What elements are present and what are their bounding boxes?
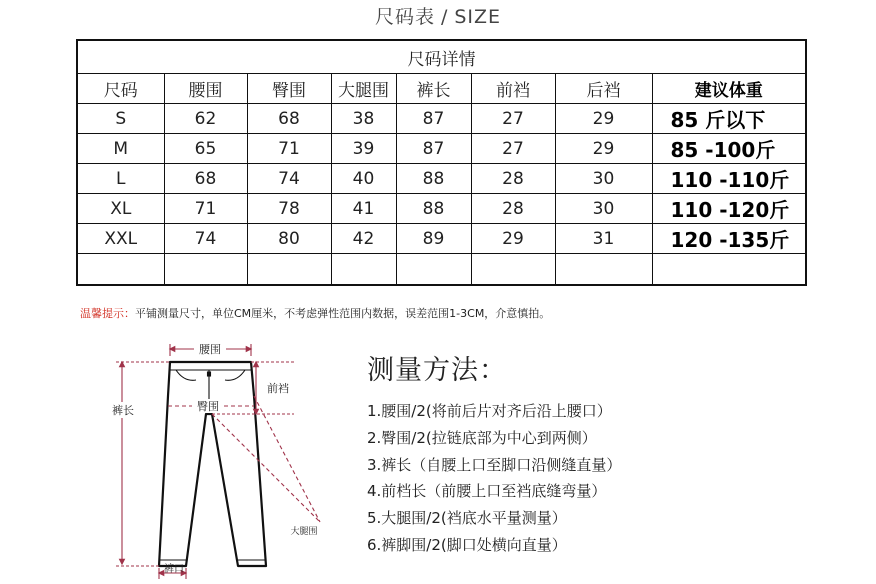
- column-header-length: 裤长: [396, 74, 471, 104]
- hip-cell: 80: [247, 224, 331, 254]
- weight-cell: 110 -110斤: [652, 164, 806, 194]
- length-cell: 87: [396, 134, 471, 164]
- back-rise-cell: 30: [555, 194, 652, 224]
- length-cell: 89: [396, 224, 471, 254]
- column-header-thigh: 大腿围: [331, 74, 396, 104]
- diagram-label-hem: 裤口: [164, 564, 184, 575]
- column-header-hip: 臀围: [247, 74, 331, 104]
- size-cell: S: [77, 104, 164, 134]
- size-cell: XL: [77, 194, 164, 224]
- diagram-label-length: 裤长: [112, 404, 134, 417]
- table-header-row: [77, 74, 806, 104]
- column-header-weight: 建议体重: [652, 74, 806, 104]
- column-header-back-rise: 后裆: [555, 74, 652, 104]
- pants-diagram-svg: [104, 336, 344, 580]
- tip-label: 温馨提示：: [80, 307, 135, 320]
- method-step: 5.大腿围/2(裆底水平量测量）: [367, 509, 567, 528]
- back-rise-cell: 29: [555, 134, 652, 164]
- pants-details: [160, 370, 265, 560]
- column-header-size: 尺码: [77, 74, 164, 104]
- weight-cell: 85 斤以下: [652, 104, 806, 134]
- back-rise-cell: 31: [555, 224, 652, 254]
- front-rise-cell: 27: [471, 134, 555, 164]
- column-header-waist: 腰围: [164, 74, 247, 104]
- thigh-cell: 41: [331, 194, 396, 224]
- waist-cell: 68: [164, 164, 247, 194]
- page-title-cn: 尺码表: [374, 6, 435, 28]
- thigh-cell: 40: [331, 164, 396, 194]
- size-cell: M: [77, 134, 164, 164]
- table-row-empty: [77, 254, 806, 286]
- method-steps: [367, 398, 621, 559]
- measure-lines: [116, 344, 320, 579]
- hip-cell: 71: [247, 134, 331, 164]
- diagram-label-front-rise: 前裆: [267, 382, 289, 395]
- method-step: 6.裤脚围/2(脚口处横向直量）: [367, 535, 567, 554]
- table-caption-row: [77, 40, 806, 74]
- front-rise-cell: 28: [471, 164, 555, 194]
- thigh-cell: 42: [331, 224, 396, 254]
- measurement-tip: [80, 305, 550, 321]
- hip-cell: 68: [247, 104, 331, 134]
- weight-cell: 110 -120斤: [652, 194, 806, 224]
- diagram-label-waist: 腰围: [199, 343, 221, 356]
- size-cell: XXL: [77, 224, 164, 254]
- diagram-label-thigh: 大腿围: [290, 527, 318, 537]
- size-cell: L: [77, 164, 164, 194]
- method-step: 4.前档长（前腰上口至裆底缝弯量）: [367, 482, 607, 501]
- table-row: [77, 224, 806, 254]
- back-rise-cell: 29: [555, 104, 652, 134]
- method-step: 2.臀围/2(拉链底部为中心到两侧）: [367, 428, 597, 447]
- weight-cell: 85 -100斤: [652, 134, 806, 164]
- pants-diagram: [104, 336, 344, 580]
- back-rise-cell: 30: [555, 164, 652, 194]
- diagram-label-hip: 臀围: [197, 400, 219, 413]
- pants-outline: [159, 362, 266, 566]
- method-step: 3.裤长（自腰上口至脚口沿侧缝直量）: [367, 455, 622, 474]
- column-header-front-rise: 前裆: [471, 74, 555, 104]
- waist-cell: 71: [164, 194, 247, 224]
- table-row: [77, 104, 806, 134]
- size-table: [76, 39, 807, 286]
- hip-cell: 74: [247, 164, 331, 194]
- weight-cell: 120 -135斤: [652, 224, 806, 254]
- waist-cell: 65: [164, 134, 247, 164]
- hip-cell: 78: [247, 194, 331, 224]
- waist-cell: 62: [164, 104, 247, 134]
- table-row: [77, 164, 806, 194]
- thigh-cell: 39: [331, 134, 396, 164]
- thigh-cell: 38: [331, 104, 396, 134]
- waist-cell: 74: [164, 224, 247, 254]
- table-row: [77, 194, 806, 224]
- tip-text: 平铺测量尺寸，单位CM厘米，不考虑弹性范围内数据，误差范围1-3CM，介意慎拍。: [135, 307, 551, 320]
- front-rise-cell: 28: [471, 194, 555, 224]
- page-title-separator: /: [440, 6, 449, 28]
- front-rise-cell: 29: [471, 224, 555, 254]
- method-title: 测量方法：: [367, 355, 507, 386]
- table-row: [77, 134, 806, 164]
- page-title: [0, 2, 876, 29]
- method-step: 1.腰围/2(将前后片对齐后沿上腰口）: [367, 402, 612, 420]
- front-rise-cell: 27: [471, 104, 555, 134]
- length-cell: 88: [396, 164, 471, 194]
- table-caption: 尺码详情: [77, 40, 806, 74]
- length-cell: 88: [396, 194, 471, 224]
- page-title-en: SIZE: [454, 6, 502, 28]
- length-cell: 87: [396, 104, 471, 134]
